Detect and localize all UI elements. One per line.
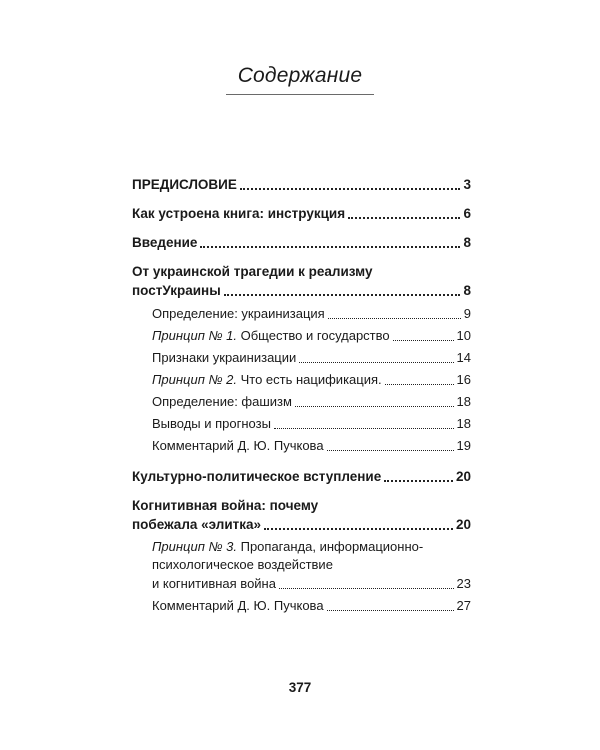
toc-page: 20: [455, 469, 471, 484]
toc-page: 9: [463, 306, 471, 321]
toc-entry-comment-1[interactable]: [132, 436, 471, 455]
toc-label: ПРЕДИСЛОВИЕ: [132, 177, 237, 192]
toc-page: 23: [456, 576, 471, 591]
leader-dots: [240, 188, 461, 190]
toc-label-line1: Когнитивная война: почему: [132, 498, 319, 513]
leader-dots: [264, 528, 453, 530]
toc-label-line2: побежала «элитка»: [132, 517, 262, 532]
leader-dots: [299, 362, 453, 363]
toc-entry-signs[interactable]: [132, 348, 471, 367]
toc-page: 19: [456, 438, 471, 453]
leader-dots: [328, 318, 461, 319]
toc-page: 6: [463, 206, 471, 221]
toc-label: Введение: [132, 235, 198, 250]
toc-page: 20: [455, 517, 471, 532]
toc-label: Как устроена книга: инструкция: [132, 206, 346, 221]
toc-page: 10: [456, 328, 471, 343]
leader-dots: [279, 588, 454, 589]
toc-label-line2: постУкраины: [132, 283, 221, 298]
toc-page: 16: [456, 372, 471, 387]
toc-label: Определение: фашизм: [152, 394, 292, 409]
toc-page: 18: [456, 416, 471, 431]
toc-entry-principle-3[interactable]: [132, 538, 471, 593]
toc-entry-cognitive[interactable]: [132, 496, 471, 534]
toc-page: 14: [456, 350, 471, 365]
leader-dots: [224, 294, 461, 296]
toc-principle-number: Принцип № 3.: [152, 539, 237, 554]
toc-label: Выводы и прогнозы: [152, 416, 271, 431]
toc-entry-comment-2[interactable]: [132, 596, 471, 615]
toc-label: Общество и государство: [237, 328, 390, 343]
toc-principle-number: Принцип № 2.: [152, 372, 237, 387]
toc-entry-principle-1[interactable]: [132, 326, 471, 345]
leader-dots: [327, 450, 454, 451]
leader-dots: [348, 217, 460, 219]
toc-entry-how-book[interactable]: [132, 204, 471, 223]
toc-label: Культурно-политическое вступление: [132, 469, 382, 484]
toc-label: Что есть нацификация.: [237, 372, 382, 387]
contents-heading: [0, 64, 600, 95]
toc-label-line1: От украинской трагедии к реализму: [132, 264, 373, 279]
toc-label: Комментарий Д. Ю. Пучкова: [152, 598, 324, 613]
toc-label-line3: и когнитивная война: [152, 576, 276, 591]
toc-page: 3: [463, 177, 471, 192]
leader-dots: [384, 480, 453, 482]
toc-entry-cultural[interactable]: [132, 467, 471, 486]
toc-entry-tragedy[interactable]: [132, 262, 471, 300]
toc-label-line2: психологическое воздействие: [152, 557, 333, 572]
contents-title: Содержание: [226, 64, 375, 95]
toc-entry-def-ukrainization[interactable]: [132, 304, 471, 323]
leader-dots: [274, 428, 454, 429]
toc-label-line1: Пропаганда, информационно-: [237, 539, 424, 554]
toc-entry-conclusions[interactable]: [132, 414, 471, 433]
table-of-contents: [132, 175, 471, 615]
toc-entry-preface[interactable]: [132, 175, 471, 194]
toc-entry-principle-2[interactable]: [132, 370, 471, 389]
page-number: 377: [288, 680, 312, 695]
toc-label: Признаки украинизации: [152, 350, 297, 365]
toc-label: Комментарий Д. Ю. Пучкова: [152, 438, 324, 453]
leader-dots: [327, 610, 454, 611]
leader-dots: [393, 340, 454, 341]
toc-page: 18: [456, 394, 471, 409]
leader-dots: [385, 384, 454, 385]
toc-page: 27: [456, 598, 471, 613]
toc-entry-intro[interactable]: [132, 233, 471, 252]
leader-dots: [200, 246, 460, 248]
toc-page: 8: [463, 235, 471, 250]
toc-page: 8: [463, 283, 471, 298]
toc-principle-number: Принцип № 1.: [152, 328, 237, 343]
leader-dots: [295, 406, 454, 407]
toc-entry-def-fascism[interactable]: [132, 392, 471, 411]
toc-label: Определение: украинизация: [152, 306, 325, 321]
